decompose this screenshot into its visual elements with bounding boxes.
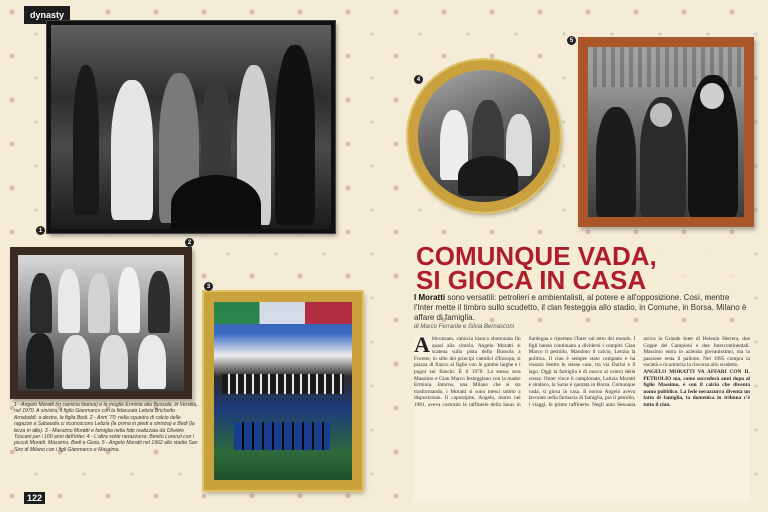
girls-team-photo: [18, 255, 184, 391]
article-body: [414, 332, 750, 501]
photo-number-5: 5: [567, 36, 576, 45]
headline-line-1: COMUNQUE VADA,: [416, 241, 657, 271]
section-tab: dynasty: [24, 6, 70, 24]
party-photo: [51, 25, 331, 229]
headline-line-2: SI GIOCA IN CASA: [416, 265, 647, 295]
photo-number-3: 3: [204, 282, 213, 291]
drop-cap: A: [414, 332, 430, 357]
photo-number-1: 1: [36, 226, 45, 235]
photo-number-2: 2: [185, 238, 194, 247]
children-photo: [418, 70, 550, 202]
article-text: bbronzato, camicia bianca sbottonata fin quasi alla cintola, Angelo Moratti si scatena sulla pista della Bussola a Focette, lo stile dei principi cattolici d'Europa, si piazza di fianco al figlio con le gambe larghe e i pugni sui fianchi. È il 1970. La stessa sera Massimo e Gian Marco festeggiano con la madre Erminia. Intorno, una Milano che si sta trasformando, i Moratti si sono messi subito a disposizione. Il capostipite, Angelo, morto nel 1981, aveva costruito le raffinerie della Saras in Sardegna e riportato l'Inter sul tetto del mondo. I figli hanno continuato a dividersi i compiti: Gian Marco il petrolio, Massimo il calcio, Letizia la politica. Il clan è sempre stato compatto e ha vissuto dentro le stesse case, tra via Durini e il lago. Oggi la famiglia è di nuovo al centro della scena: l'Inter vince il campionato, Letizia Moratti è sindaco, la Saras è quotata in Borsa. Comunque vada, si gioca in casa. Il nonno Angelo aveva lavorato nella farmacia di famiglia, poi il petrolio, i viaggi, le prime raffinerie. Negli anni Sessanta arriva la Grande Inter di Helenio Herrera, due Coppe dei Campioni e due Intercontinentali. Massimo entra in azienda giovanissimo, ma la passione resta il pallone. Nel 1995 compra la società e ricomincia la rincorsa allo scudetto.: [414, 336, 750, 408]
standfirst: [414, 293, 750, 323]
headline: [410, 240, 752, 296]
photo-frame-1: [47, 21, 335, 233]
photo-captions: 1 - Angelo Moratti (in camicia bianca) e la moglie Erminia alla Bussola, in Versilia, nel 1970. A sinistra, il figlio Gianmarco con la fidanzata Letizia Brichetto Arnaboldi; a destra, la figlia Bedi. 2 - Anni '70: nella squadra di calcio delle ragazze a Sabaudia ci riconoscono Letizia (la prima in piedi a sinistra) e Bedi (la terza in alto). 3 - Massimo Moratti e famiglia nella foto realizzata da Oliviero Toscani per i 100 anni dell'Inter. 4 - L'altra sorte nerazzurra: Benito Lorenzi con i piccoli Moratti. Massimo, Bedi e Gioia. 5 - Angelo Moratti nel 1962 allo stadio San Siro di Milano con i figli Gianmarco e Massimo.: [14, 402, 198, 453]
article-subhead: ANGELO MORATTI VA AFFARI CON IL PETROLIO ma, come succederà anni dopo al figlio Massimo, è con il calcio che diventa uomo pubblico. La fede nerazzurra diventa un fatto di famiglia, la domenica in tribuna c'è tutto il clan.: [643, 368, 750, 408]
photo-frame-2: [10, 247, 192, 399]
stadium-photo: [588, 47, 744, 217]
byline: di Marco Ferrante e Silvia Bernasconi: [414, 324, 515, 330]
photo-frame-4: [408, 60, 560, 212]
photo-frame-3: [204, 292, 362, 490]
standfirst-text: sono versatili: petrolieri e ambientalisti, al potere e all'opposizione. Così, mentre l'Inter mette il timbro sullo scudetto, il clan festeggia allo stadio, in Comune, in Borsa. Milano è affare di famiglia.: [414, 293, 747, 322]
inter-team-photo: [214, 302, 352, 480]
photo-frame-5: [578, 37, 754, 227]
photo-number-4: 4: [414, 75, 423, 84]
standfirst-lead: I Moratti: [414, 293, 446, 302]
page-number: 122: [24, 492, 45, 504]
